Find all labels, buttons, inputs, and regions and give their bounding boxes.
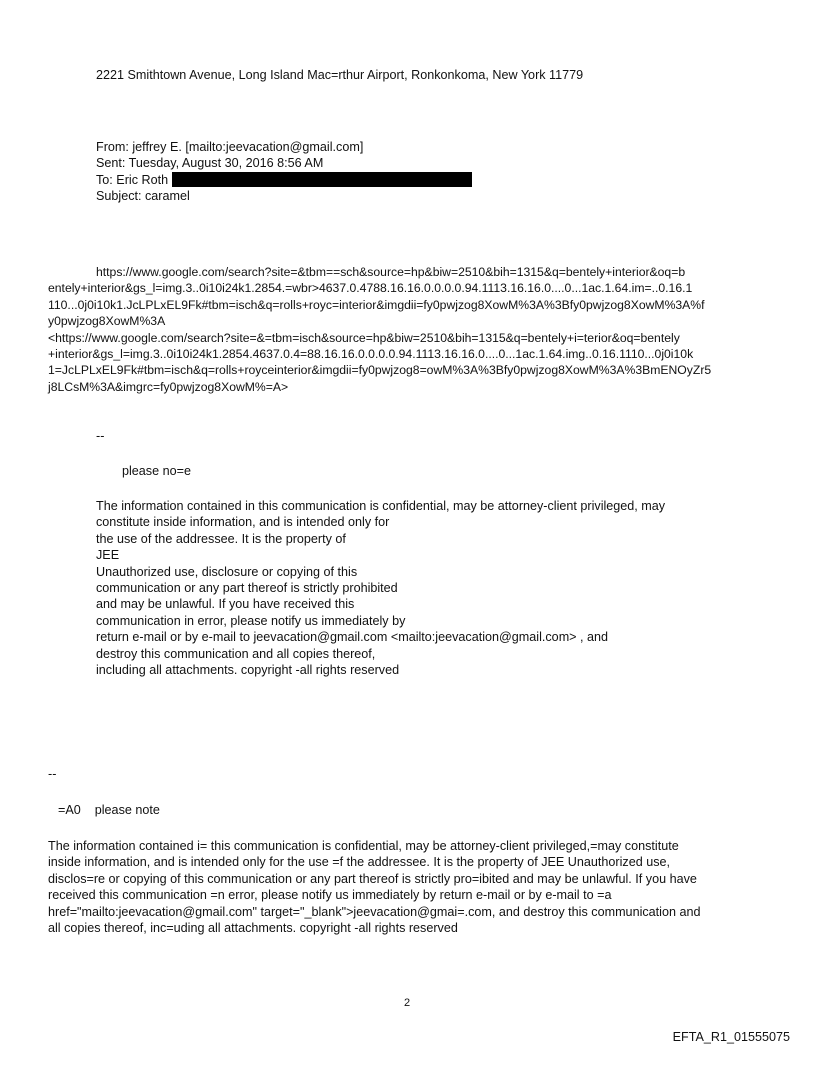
url-line[interactable]: 1=JcLPLxEL9Fk#tbm=isch&q=rolls+royceinterior&imgdii=fy0pwjzog8=owM%3A%3Bfy0pwjzog8XowM%3A%3BmENOyZr5 [48,363,712,378]
header-from: From: jeffrey E. [mailto:jeevacation@gmail.com] [96,140,364,154]
disclaimer-line: inside information, and is intended only for the use =f the addressee. It is the property of JEE Unauthorized use, [48,855,671,870]
separator: -- [96,429,105,443]
address-line: 2221 Smithtown Avenue, Long Island Mac=rthur Airport, Ronkonkoma, New York 11779 [96,68,584,82]
header-subject: Subject: caramel [96,189,190,204]
separator: -- [48,767,57,781]
note-text: =A0 please note [58,803,160,817]
disclaimer-line: href="mailto:jeevacation@gmail.com" target="_blank">jeevacation@gmai=.com, and destroy this communication and [48,904,701,919]
disclaimer-line: communication or any part thereof is strictly prohibited [96,581,398,596]
header-sent: Sent: Tuesday, August 30, 2016 8:56 AM [96,156,324,171]
note-text: please no=e [122,464,191,478]
url-line[interactable]: y0pwjzog8XowM%3A [48,314,166,329]
url-line[interactable]: j8LCsM%3A&imgrc=fy0pwjzog8XowM%=A> [48,379,289,394]
disclaimer-line: including all attachments. copyright -all rights reserved [96,663,400,678]
disclaimer-line: constitute inside information, and is intended only for [96,515,390,530]
disclaimer-block [48,838,700,936]
disclaimer-line: the use of the addressee. It is the property of [96,531,346,546]
disclaimer-line: Unauthorized use, disclosure or copying of this [96,564,358,579]
disclaimer-line: disclos=re or copying of this communication or any part thereof is strictly pro=ibited and may be unlawful. If you have [48,871,697,886]
url-line[interactable]: +interior&gs_l=img.3..0i10i24k1.2854.4637.0.4=88.16.16.0.0.0.0.94.1113.16.16.0....0...1ac.1.64.img..0.16.1110...0j0i10k [48,347,694,362]
url-line[interactable]: https://www.google.com/search?site=&tbm==sch&source=hp&biw=2510&bih=1315&q=bentely+interior&oq=b [96,265,686,279]
header-to: To: Eric Roth [96,172,169,187]
disclaimer-line: communication in error, please notify us immediately by [96,613,406,628]
email-header [96,139,472,205]
url-line[interactable]: <https://www.google.com/search?site=&=tbm=isch&source=hp&biw=2510&bih=1315&q=bentely+i=terior&oq=bentely [48,330,680,345]
url-line[interactable]: entely+interior&gs_l=img.3..0i10i24k1.2854.=wbr>4637.0.4788.16.16.0.0.0.0.94.1113.16.16.0....0...1ac.1.64.im=..0.16.1 [48,281,693,296]
disclaimer-line: received this communication =n error, please notify us immediately by return e-mail or by e-mail to =a [48,888,612,903]
disclaimer-line: return e-mail or by e-mail to jeevacation@gmail.com <mailto:jeevacation@gmail.com> , and [96,630,609,645]
disclaimer-line: destroy this communication and all copies thereof, [96,646,376,661]
disclaimer-line: The information contained in this communication is confidential, may be attorney-client privileged, may [96,499,666,513]
disclaimer-line: JEE [96,548,120,563]
document-id: EFTA_R1_01555075 [672,1030,790,1044]
disclaimer-line: The information contained i= this communication is confidential, may be attorney-client privileged,=may constitute [48,839,679,853]
page-number: 2 [404,997,411,1009]
disclaimer-line: and may be unlawful. If you have received this [96,597,355,612]
redaction-box [172,172,472,187]
disclaimer-block [96,498,665,678]
disclaimer-line: all copies thereof, inc=uding all attachments. copyright -all rights reserved [48,921,458,936]
url-block [48,264,711,395]
url-line[interactable]: 110...0j0i10k1.JcLPLxEL9Fk#tbm=isch&q=rolls+royc=interior&imgdii=fy0pwjzog8XowM%3A%3Bfy0pwjzog8XowM%3A%f [48,297,705,312]
header-to-line [96,172,472,188]
